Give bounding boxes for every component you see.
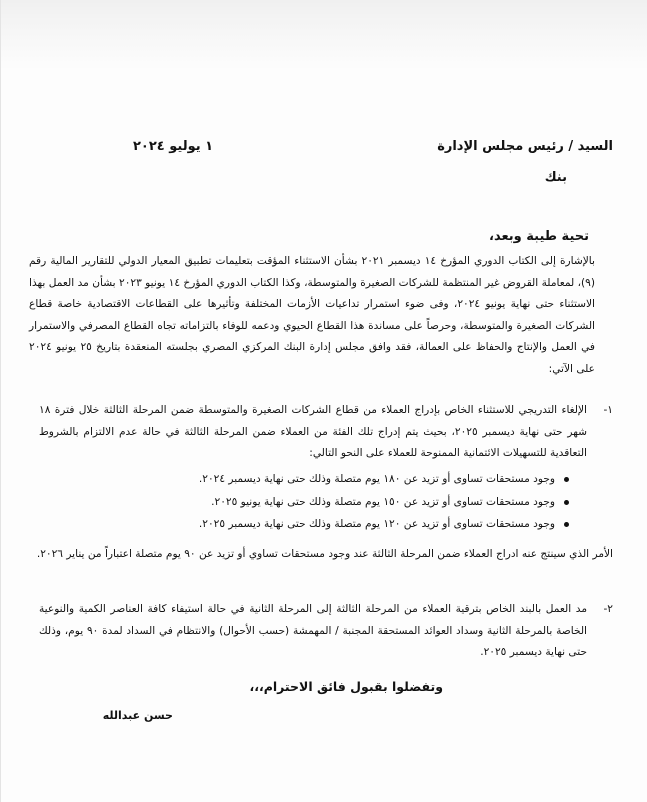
bank-name: بنك xyxy=(544,170,567,185)
bullet-item: وجود مستحقات تساوى أو تزيد عن ١٥٠ يوم متصلة وذلك حتى نهاية يونيو ٢٠٢٥. xyxy=(149,491,569,514)
item-1-conclusion: الأمر الذي سينتج عنه ادراج العملاء ضمن المرحلة الثالثة عند وجود مستحقات تساوي أو تزيد عن ٩٠ يوم متصلة اعتباراً من يناير ٢٠٢٦. xyxy=(36,548,613,560)
item-1-number: ١- xyxy=(603,404,613,416)
item-1-text: الإلغاء التدريجي للاستثناء الخاص بإدراج العملاء من قطاع الشركات الصغيرة والمتوسطة ضمن المرحلة الثالثة خلال فترة ١٨ شهر حتى نهاية ديسمبر ٢٠٢٥، بحيث يتم إدراج تلك الفئة من العملاء ضمن المرحلة الثالثة في حالة عدم الالتزام بالشروط التعاقدية للتسهيلات الائتمانية الممنوحة للعملاء على النحو التالي: xyxy=(39,404,587,459)
recipient-title: السيد / رئيس مجلس الإدارة xyxy=(437,139,613,154)
item-2-number: ٢- xyxy=(603,603,613,615)
closing-line: وتفضلوا بقبول فائق الاحترام،،، xyxy=(249,679,443,694)
item-2-text: مد العمل بالبند الخاص بترقية العملاء من المرحلة الثالثة إلى المرحلة الثانية في حالة استيفاء كافة العناصر الكمية والنوعية الخاصة بالمرحلة الثانية وسداد العوائد المستحقة المجنبة / المهمشة (حسب الأحوال) والانتظام في السداد لمدة ٩٠ يوم، وذلك حتى نهاية ديسمبر ٢٠٢٥. xyxy=(39,603,587,658)
page-shadow xyxy=(1,0,647,70)
bullet-item: وجود مستحقات تساوى أو تزيد عن ١٢٠ يوم متصلة وذلك حتى نهاية ديسمبر ٢٠٢٥. xyxy=(149,513,569,536)
greeting: تحية طيبة وبعد، xyxy=(489,229,589,244)
item-1-bullet-list xyxy=(149,468,569,536)
bullet-item: وجود مستحقات تساوى أو تزيد عن ١٨٠ يوم متصلة وذلك حتى نهاية ديسمبر ٢٠٢٤. xyxy=(149,468,569,491)
letter-date: ١ يوليو ٢٠٢٤ xyxy=(133,139,214,154)
intro-paragraph: بالإشارة إلى الكتاب الدوري المؤرخ ١٤ ديسمبر ٢٠٢١ بشأن الاستثناء المؤقت بتعليمات تطبيق المعيار الدولي للتقارير المالية رقم (٩)، لمعاملة القروض غير المنتظمة للشركات الصغيرة والمتوسطة، وكذا الكتاب الدوري المؤرخ ١٤ يونيو ٢٠٢٣ بشأن مد العمل بهذا الاستثناء حتى نهاية يونيو ٢٠٢٤، وفى ضوء استمرار تداعيات الأزمات المختلفة وتأثيرها على القطاعات الاقتصادية خاصة قطاع الشركات الصغيرة والمتوسطة، وحرصاً على مساندة هذا القطاع الحيوي ودعمه للوفاء بالتزاماته تجاه القطاع المصرفي والاستمرار في العمل والإنتاج والحفاظ على العمالة، فقد وافق مجلس إدارة البنك المركزي المصري بجلسته المنعقدة بتاريخ ٢٥ يونيو ٢٠٢٤ على الآتي: xyxy=(29,255,595,375)
signature-name: حسن عبدالله xyxy=(102,709,173,722)
